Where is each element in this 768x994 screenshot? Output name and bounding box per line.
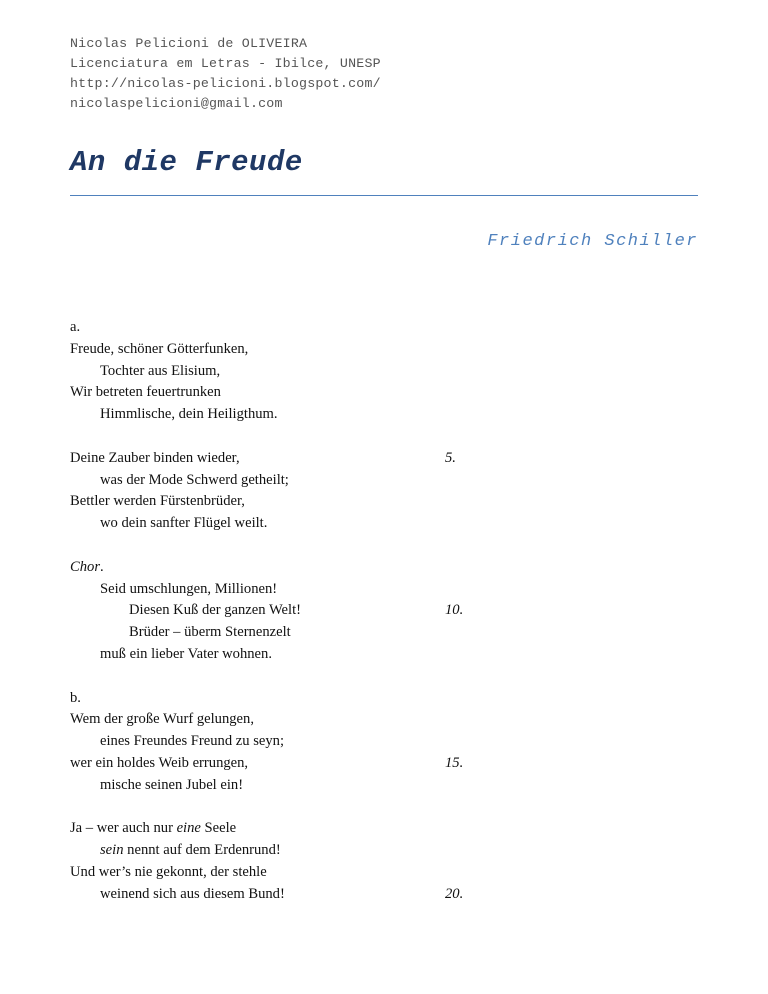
author-name: Nicolas Pelicioni de OLIVEIRA (70, 36, 308, 51)
emphasis-text: sein (100, 842, 124, 859)
stanza-gap (70, 797, 630, 819)
poem-line-text: wer ein holdes Weib errungen, (70, 754, 249, 771)
section-label-a: a. (70, 319, 81, 335)
poem-line-text: Ja – wer auch nur (70, 820, 177, 837)
line-number: 15. (445, 754, 464, 771)
author-affiliation: Licenciatura em Letras - Ibilce, UNESP (70, 56, 381, 71)
line-number: 10. (445, 602, 464, 619)
poem-line-text: nennt auf dem Erdenrund! (123, 842, 281, 859)
chorus-label-text: Chor (70, 558, 101, 575)
poem-line: mische seinen Jubel ein! (100, 776, 244, 793)
poem-line-numbered (70, 448, 630, 470)
poem-line: Himmlische, dein Heiligthum. (100, 406, 278, 423)
poem-line-text: Diesen Kuß der ganzen Welt! (129, 602, 301, 619)
poem-line: Freude, schöner Götterfunken, (70, 340, 249, 357)
page-title: An die Freude (70, 146, 303, 179)
poet-name: Friedrich Schiller (487, 232, 698, 251)
section-label-b: b. (70, 689, 81, 706)
poem-line: Wir betreten feuertrunken (70, 384, 221, 401)
poem-line: Seid umschlungen, Millionen! (100, 580, 278, 597)
poem-line (70, 840, 630, 862)
author-header (70, 34, 381, 114)
poem-line: Brüder – überm Sternenzelt (129, 624, 291, 641)
poem-line-text: Deine Zauber binden wieder, (70, 449, 240, 466)
poem-line: was der Mode Schwerd getheilt; (100, 471, 289, 488)
poem-line: Und wer’s nie gekonnt, der stehle (70, 863, 267, 880)
chorus-label-period: . (100, 558, 104, 575)
emphasis-text: eine (176, 820, 201, 837)
poem-line: muß ein lieber Vater wohnen. (100, 645, 272, 662)
poem-body (70, 317, 630, 906)
poem-line-numbered (70, 600, 630, 622)
stanza-gap (70, 666, 630, 688)
poem-line: Bettler werden Fürstenbrüder, (70, 493, 245, 510)
line-number: 20. (445, 885, 464, 902)
poem-line: eines Freundes Freund zu seyn; (100, 733, 285, 750)
stanza-gap (70, 426, 630, 448)
poem-line (70, 818, 630, 840)
poem-line: wo dein sanfter Flügel weilt. (100, 515, 268, 532)
poem-line: Tochter aus Elisium, (100, 362, 221, 379)
poem-line: Wem der große Wurf gelungen, (70, 711, 254, 728)
line-number: 5. (445, 449, 456, 466)
poem-line-text: Seele (200, 820, 237, 837)
author-email: nicolaspelicioni@gmail.com (70, 96, 283, 111)
title-divider (70, 195, 698, 196)
poem-line-numbered (70, 884, 630, 906)
stanza-gap (70, 535, 630, 557)
poem-line-text: weinend sich aus diesem Bund! (100, 885, 285, 902)
poem-line-numbered (70, 753, 630, 775)
blog-url: http://nicolas-pelicioni.blogspot.com/ (70, 76, 381, 91)
chorus-label (70, 557, 630, 579)
